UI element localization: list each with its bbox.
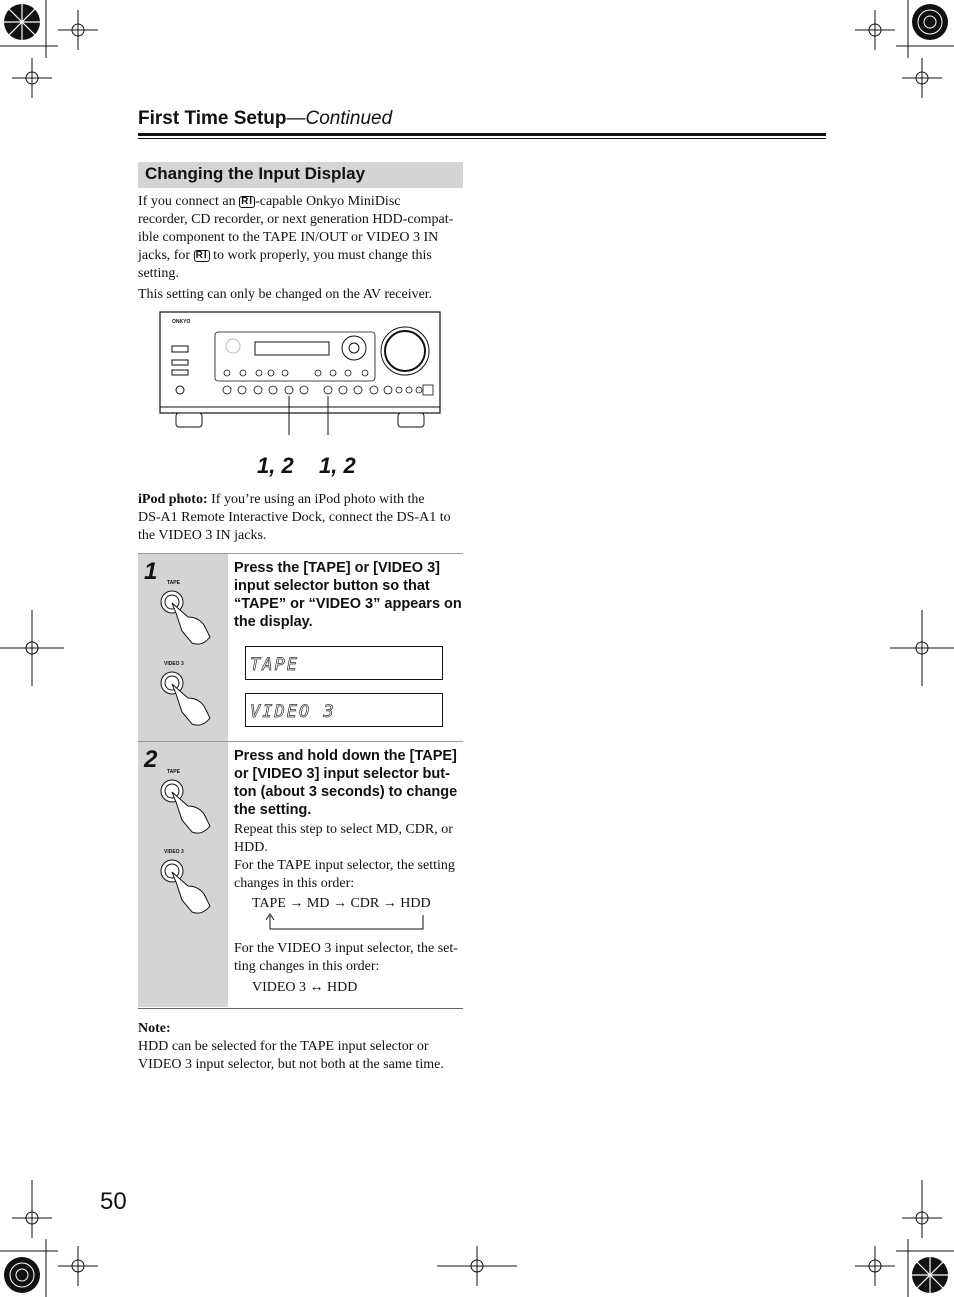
note-text: HDD can be selected for the TAPE input selector or	[138, 1039, 429, 1054]
lcd-display-tape	[245, 646, 443, 680]
step-2-details	[234, 821, 464, 893]
video3-button-label: VIDEO 3	[164, 849, 184, 855]
callout-left: 1, 2	[257, 453, 294, 478]
step-text: ting changes in this order:	[234, 959, 380, 974]
callout-right: 1, 2	[319, 453, 356, 478]
intro-text: setting.	[138, 266, 179, 281]
note	[138, 1020, 468, 1074]
page-header-title	[138, 108, 392, 130]
tape-button-label: TAPE	[167, 580, 180, 586]
note-label: Note:	[138, 1021, 171, 1036]
step-text: Press the [TAPE] or [VIDEO 3]	[234, 560, 440, 576]
section-title: Changing the Input Display	[145, 164, 366, 183]
intro-text: -capable Onkyo MiniDisc	[255, 194, 401, 209]
header-title-text: First Time Setup	[138, 108, 287, 129]
step-2-details-video3	[234, 940, 464, 976]
lcd-text: VIDEO 3	[250, 702, 336, 722]
step-text: Repeat this step to select MD, CDR, or	[234, 822, 453, 837]
step-1-number: 1	[144, 558, 158, 585]
lcd-text: TAPE	[250, 655, 299, 675]
ri-logo-icon: RI	[195, 250, 208, 261]
ipod-text: DS-A1 Remote Interactive Dock, connect the DS-A1 to	[138, 510, 451, 525]
steps-table	[138, 553, 463, 1009]
tape-button-label: TAPE	[167, 769, 180, 775]
ipod-label: iPod photo:	[138, 492, 208, 507]
ipod-paragraph	[138, 491, 466, 545]
tape-sequence: TAPE → MD → CDR → HDD	[252, 896, 431, 911]
intro-text: ible component to the TAPE IN/OUT or VIDEO 3 IN	[138, 230, 439, 245]
section-heading-bar	[138, 162, 463, 188]
ipod-text: If you’re using an iPod photo with the	[207, 492, 425, 507]
step-2-number: 2	[144, 746, 158, 773]
step-2-panel	[138, 742, 228, 1007]
press-button-hand-icon	[158, 587, 218, 647]
press-button-hand-icon	[158, 856, 218, 916]
step-text: “TAPE” or “VIDEO 3” appears on	[234, 596, 462, 612]
video3-button-label: VIDEO 3	[164, 661, 184, 667]
step-text: the display.	[234, 614, 313, 630]
intro-text: This setting can only be changed on the AV receiver.	[138, 287, 433, 302]
lcd-display-video3	[245, 693, 443, 727]
header-rule-thick	[138, 133, 826, 136]
step-2-instruction	[234, 747, 464, 819]
press-button-hand-icon	[158, 776, 218, 836]
loop-back-arrow	[266, 913, 428, 931]
av-receiver-illustration	[158, 310, 444, 435]
note-text: VIDEO 3 input selector, but not both at the same time.	[138, 1057, 444, 1072]
header-rule-thin	[138, 138, 826, 139]
step-text: or [VIDEO 3] input selector but-	[234, 766, 450, 782]
device-brand: ONKYO	[172, 319, 191, 325]
step-text: the setting.	[234, 802, 312, 818]
ipod-text: the VIDEO 3 IN jacks.	[138, 528, 267, 543]
press-button-hand-icon	[158, 668, 218, 728]
step-1-instruction	[234, 559, 464, 631]
step-text: input selector button so that	[234, 578, 430, 594]
step-text: changes in this order:	[234, 876, 355, 891]
step-1-panel	[138, 554, 228, 741]
step-text: HDD.	[234, 840, 268, 855]
step-text: ton (about 3 seconds) to change	[234, 784, 458, 800]
intro-text: recorder, CD recorder, or next generation HDD-compat-	[138, 212, 454, 227]
ri-logo-icon: RI	[241, 196, 254, 207]
step-text: Press and hold down the [TAPE]	[234, 748, 457, 764]
step-text: For the TAPE input selector, the setting	[234, 858, 455, 873]
header-continued: —Continued	[286, 108, 393, 129]
intro-text: to work properly, you must change this	[209, 248, 432, 263]
step-text: For the VIDEO 3 input selector, the set-	[234, 941, 458, 956]
intro-paragraph	[138, 193, 466, 304]
intro-text: jacks, for	[138, 248, 194, 263]
intro-text: If you connect an	[138, 194, 240, 209]
page-number: 50	[100, 1188, 127, 1215]
video3-sequence: VIDEO 3 ↔ HDD	[252, 980, 358, 995]
